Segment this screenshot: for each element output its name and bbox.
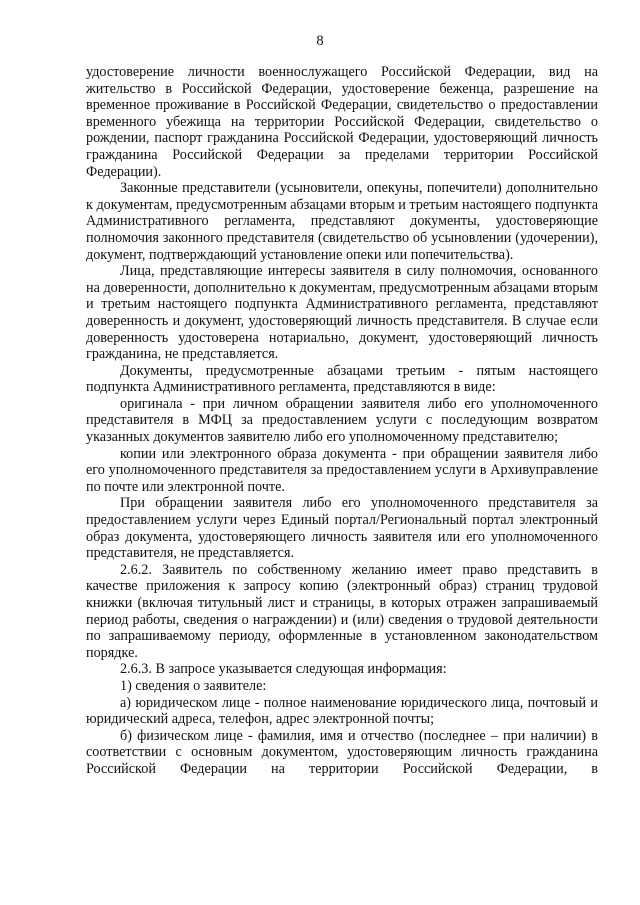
- page-body: [86, 64, 598, 778]
- paragraph-portal: При обращении заявителя либо его уполномоченного представителя за предоставлением услуги через Единый портал/Региональный портал электронный образ документа, удостоверяющего личность заявителя или его уполномоченного представителя, не представляется.: [86, 495, 598, 562]
- paragraph-power-of-attorney: Лица, представляющие интересы заявителя в силу полномочия, основанного на доверенности, дополнительно к документам, предусмотренным абзацами вторым и третьим настоящего подпункта Административного регламента, представляют доверенность и документ, удостоверяющий личность представителя. В случае если доверенность удостоверена нотариально, документ, удостоверяющий личность гражданина, не представляется.: [86, 263, 598, 363]
- paragraph-copies: копии или электронного образа документа - при обращении заявителя либо его уполномоченного представителя за предоставлением услуги в Архивуправление по почте или электронной почте.: [86, 445, 598, 495]
- paragraph-legal-entity: а) юридическом лице - полное наименование юридического лица, почтовый и юридический адреса, телефон, адрес электронной почты;: [86, 694, 598, 728]
- paragraph-individual: б) физическом лице - фамилия, имя и отчество (последнее – при наличии) в соответствии с основным документом, удостоверяющим личность гражданина Российской Федерации на территории Российской Федерации, в: [86, 727, 598, 777]
- paragraph-2-6-3: 2.6.3. В запросе указывается следующая информация:: [120, 661, 447, 678]
- paragraph-2-6-2: 2.6.2. Заявитель по собственному желанию имеет право представить в качестве приложения к запросу копию (электронный образ) страниц трудовой книжки (включая титульный лист и страницы, в которых отражен запрашиваемый период работы, сведения о награждении) и (или) сведения о трудовой деятельности по запрашиваемому периоду, оформленные в установленном законодательством порядке.: [86, 561, 598, 661]
- paragraph-documents-form: Документы, предусмотренные абзацами третьим - пятым настоящего подпункта Административного регламента, представляются в виде:: [86, 362, 598, 396]
- paragraph-identity-documents: удостоверение личности военнослужащего Российской Федерации, вид на жительство в Российской Федерации, удостоверение беженца, разрешение на временное проживание в Российской Федерации, свидетельство о предоставлении временного убежища на территории Российской Федерации, свидетельство о рождении, паспорт гражданина Российской Федерации, удостоверяющий личность гражданина Российской Федерации за пределами территории Российской Федерации).: [86, 64, 598, 180]
- page-number: 8: [316, 33, 324, 49]
- paragraph-legal-representatives: Законные представители (усыновители, опекуны, попечители) дополнительно к документам, предусмотренным абзацами вторым и третьим настоящего подпункта Административного регламента, представляют документы, удостоверяющие полномочия законного представителя (свидетельство об усыновлении (удочерении), документ, подтверждающий установление опеки или попечительства).: [86, 180, 599, 263]
- paragraph-originals: оригинала - при личном обращении заявителя либо его уполномоченного представителя в МФЦ за предоставлением услуги с последующим возвратом указанных документов заявителю либо его уполномоченному представителю;: [86, 395, 598, 446]
- paragraph-applicant-info: 1) сведения о заявителе:: [120, 677, 267, 694]
